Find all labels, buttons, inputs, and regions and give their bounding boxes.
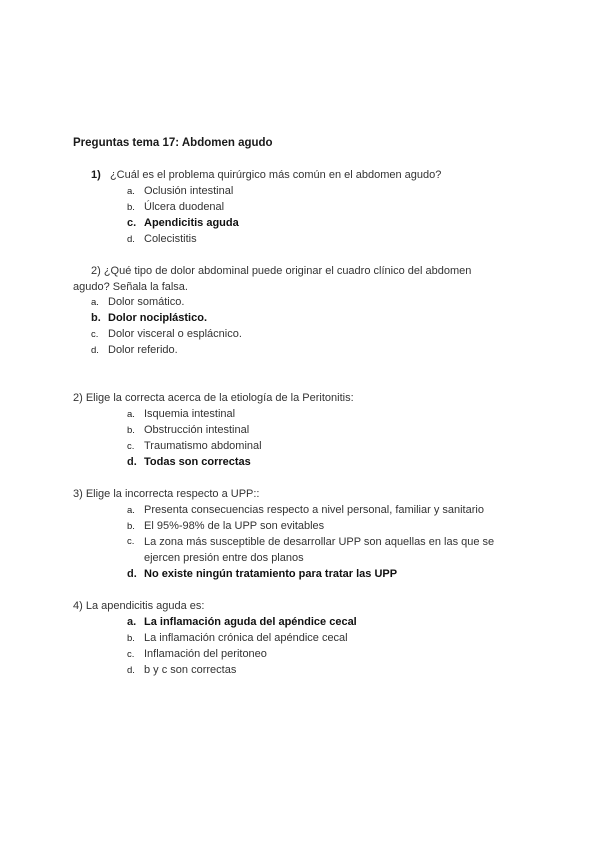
option-text: El 95%-98% de la UPP son evitables [144,520,325,532]
q4-option-c [127,534,512,566]
option-letter: b. [127,521,135,532]
q3-option-a [127,406,235,423]
q2-option-c [91,326,242,343]
question-2-line1: 2) ¿Qué tipo de dolor abdominal puede originar el cuadro clínico del abdomen [91,265,472,277]
option-letter: a. [127,505,135,516]
option-letter: b. [127,633,135,644]
q4-option-a [127,502,484,519]
option-letter: b. [127,202,135,213]
option-letter: d. [91,345,99,356]
option-letter: d. [127,456,137,468]
q3-option-c [127,438,262,455]
option-letter: c. [127,649,135,660]
q5-option-b [127,630,348,647]
question-number: 1) [91,169,101,181]
option-letter: c. [127,441,135,452]
question-3: 2) Elige la correcta acerca de la etiología de la Peritonitis: [73,392,354,404]
q4-option-b [127,518,324,535]
option-letter: d. [127,568,137,580]
q1-option-d [127,231,197,248]
q1-option-c-correct [127,215,239,231]
question-text: ¿Cuál es el problema quirúrgico más común en el abdomen agudo? [109,169,442,181]
option-text: Dolor nociplástico. [108,312,208,324]
option-text: b y c son correctas [144,664,237,676]
option-text: Colecistitis [144,233,197,245]
q1-option-b [127,199,224,216]
option-letter: a. [127,186,135,197]
option-letter: d. [127,665,135,676]
option-letter: b. [91,312,101,324]
option-text: La inflamación crónica del apéndice cecal [144,632,348,644]
question-4: 3) Elige la incorrecta respecto a UPP:: [73,488,260,500]
option-text: Úlcera duodenal [144,201,225,213]
q5-option-a-correct [127,614,357,630]
option-text: Traumatismo abdominal [144,440,262,452]
option-letter: b. [127,425,135,436]
option-text: La inflamación aguda del apéndice cecal [144,616,357,628]
option-text: Dolor visceral o esplácnico. [108,328,242,340]
question-1 [91,167,441,183]
q1-option-a [127,183,233,200]
option-letter: c. [127,217,137,229]
option-text: La zona más susceptible de desarrollar UPP son aquellas en las que se ejercen presión entre dos planos [144,536,495,564]
q3-option-b [127,422,249,439]
page-title: Preguntas tema 17: Abdomen agudo [73,137,273,149]
option-letter: c. [127,536,135,547]
option-text: Todas son correctas [144,456,251,468]
q4-option-d-correct [127,566,397,582]
q2-option-d [91,342,178,359]
question-2-line2: agudo? Señala la falsa. [73,281,188,293]
option-text: Apendicitis aguda [144,217,239,229]
option-text: Dolor somático. [108,296,185,308]
q3-option-d-correct [127,454,251,470]
option-letter: a. [127,409,135,420]
option-letter: c. [91,329,99,340]
option-text: Presenta consecuencias respecto a nivel personal, familiar y sanitario [144,504,484,516]
option-text: Obstrucción intestinal [144,424,250,436]
option-letter: a. [91,297,99,308]
option-text: No existe ningún tratamiento para tratar las UPP [144,568,398,580]
option-letter: a. [127,616,137,628]
option-text: Oclusión intestinal [144,185,234,197]
option-text: Isquemia intestinal [144,408,236,420]
option-text: Inflamación del peritoneo [144,648,267,660]
q2-option-a [91,294,184,311]
q5-option-c [127,646,267,663]
option-letter: d. [127,234,135,245]
q5-option-d [127,662,236,679]
q2-option-b-correct [91,310,207,326]
question-5: 4) La apendicitis aguda es: [73,600,205,612]
option-text: Dolor referido. [108,344,178,356]
